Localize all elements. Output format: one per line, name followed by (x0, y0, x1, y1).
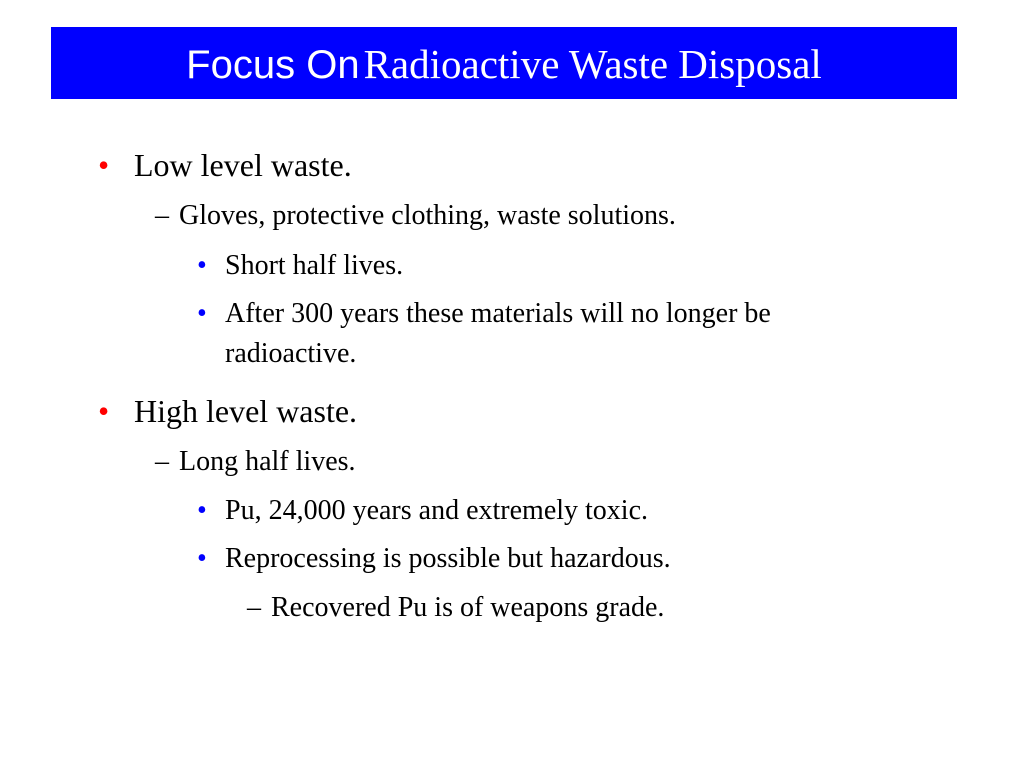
recovered-pu-text: Recovered Pu is of weapons grade. (271, 592, 665, 623)
bullet-low-level (98, 145, 352, 185)
short-half-lives-text: Short half lives. (225, 250, 404, 281)
long-half-lives-text: Long half lives. (179, 446, 356, 477)
blue-bullet-icon: • (197, 543, 207, 574)
low-level-heading: Low level waste. (134, 147, 352, 183)
300-years-line-1: After 300 years these materials will no longer be (225, 298, 771, 329)
blue-bullet-icon: • (197, 495, 207, 526)
slide-title (186, 40, 822, 87)
dash-icon: – (247, 592, 261, 623)
blue-bullet-icon: • (197, 250, 207, 281)
bullet-reprocessing (197, 539, 671, 579)
bullet-high-level (98, 391, 358, 431)
reprocessing-text: Reprocessing is possible but hazardous. (225, 543, 671, 574)
high-level-heading: High level waste. (134, 393, 358, 429)
title-main: Radioactive Waste Disposal (363, 40, 822, 87)
dash-recovered-pu (247, 590, 665, 626)
dash-gloves (155, 198, 676, 234)
red-bullet-icon: • (98, 393, 110, 429)
bullet-pu-24000 (197, 491, 649, 531)
red-bullet-icon: • (98, 147, 110, 183)
bullet-short-half-lives (197, 246, 404, 286)
300-years-line-2: radioactive. (225, 338, 357, 369)
dash-icon: – (155, 446, 169, 477)
pu-24000-text: Pu, 24,000 years and extremely toxic. (225, 495, 649, 526)
gloves-text: Gloves, protective clothing, waste solutions. (179, 200, 676, 231)
dash-icon: – (155, 200, 169, 231)
title-prefix: Focus On (186, 42, 360, 87)
blue-bullet-icon: • (197, 298, 207, 329)
title-bar (51, 27, 957, 99)
bullet-300-years (197, 294, 771, 369)
dash-long-half-lives (155, 444, 356, 480)
